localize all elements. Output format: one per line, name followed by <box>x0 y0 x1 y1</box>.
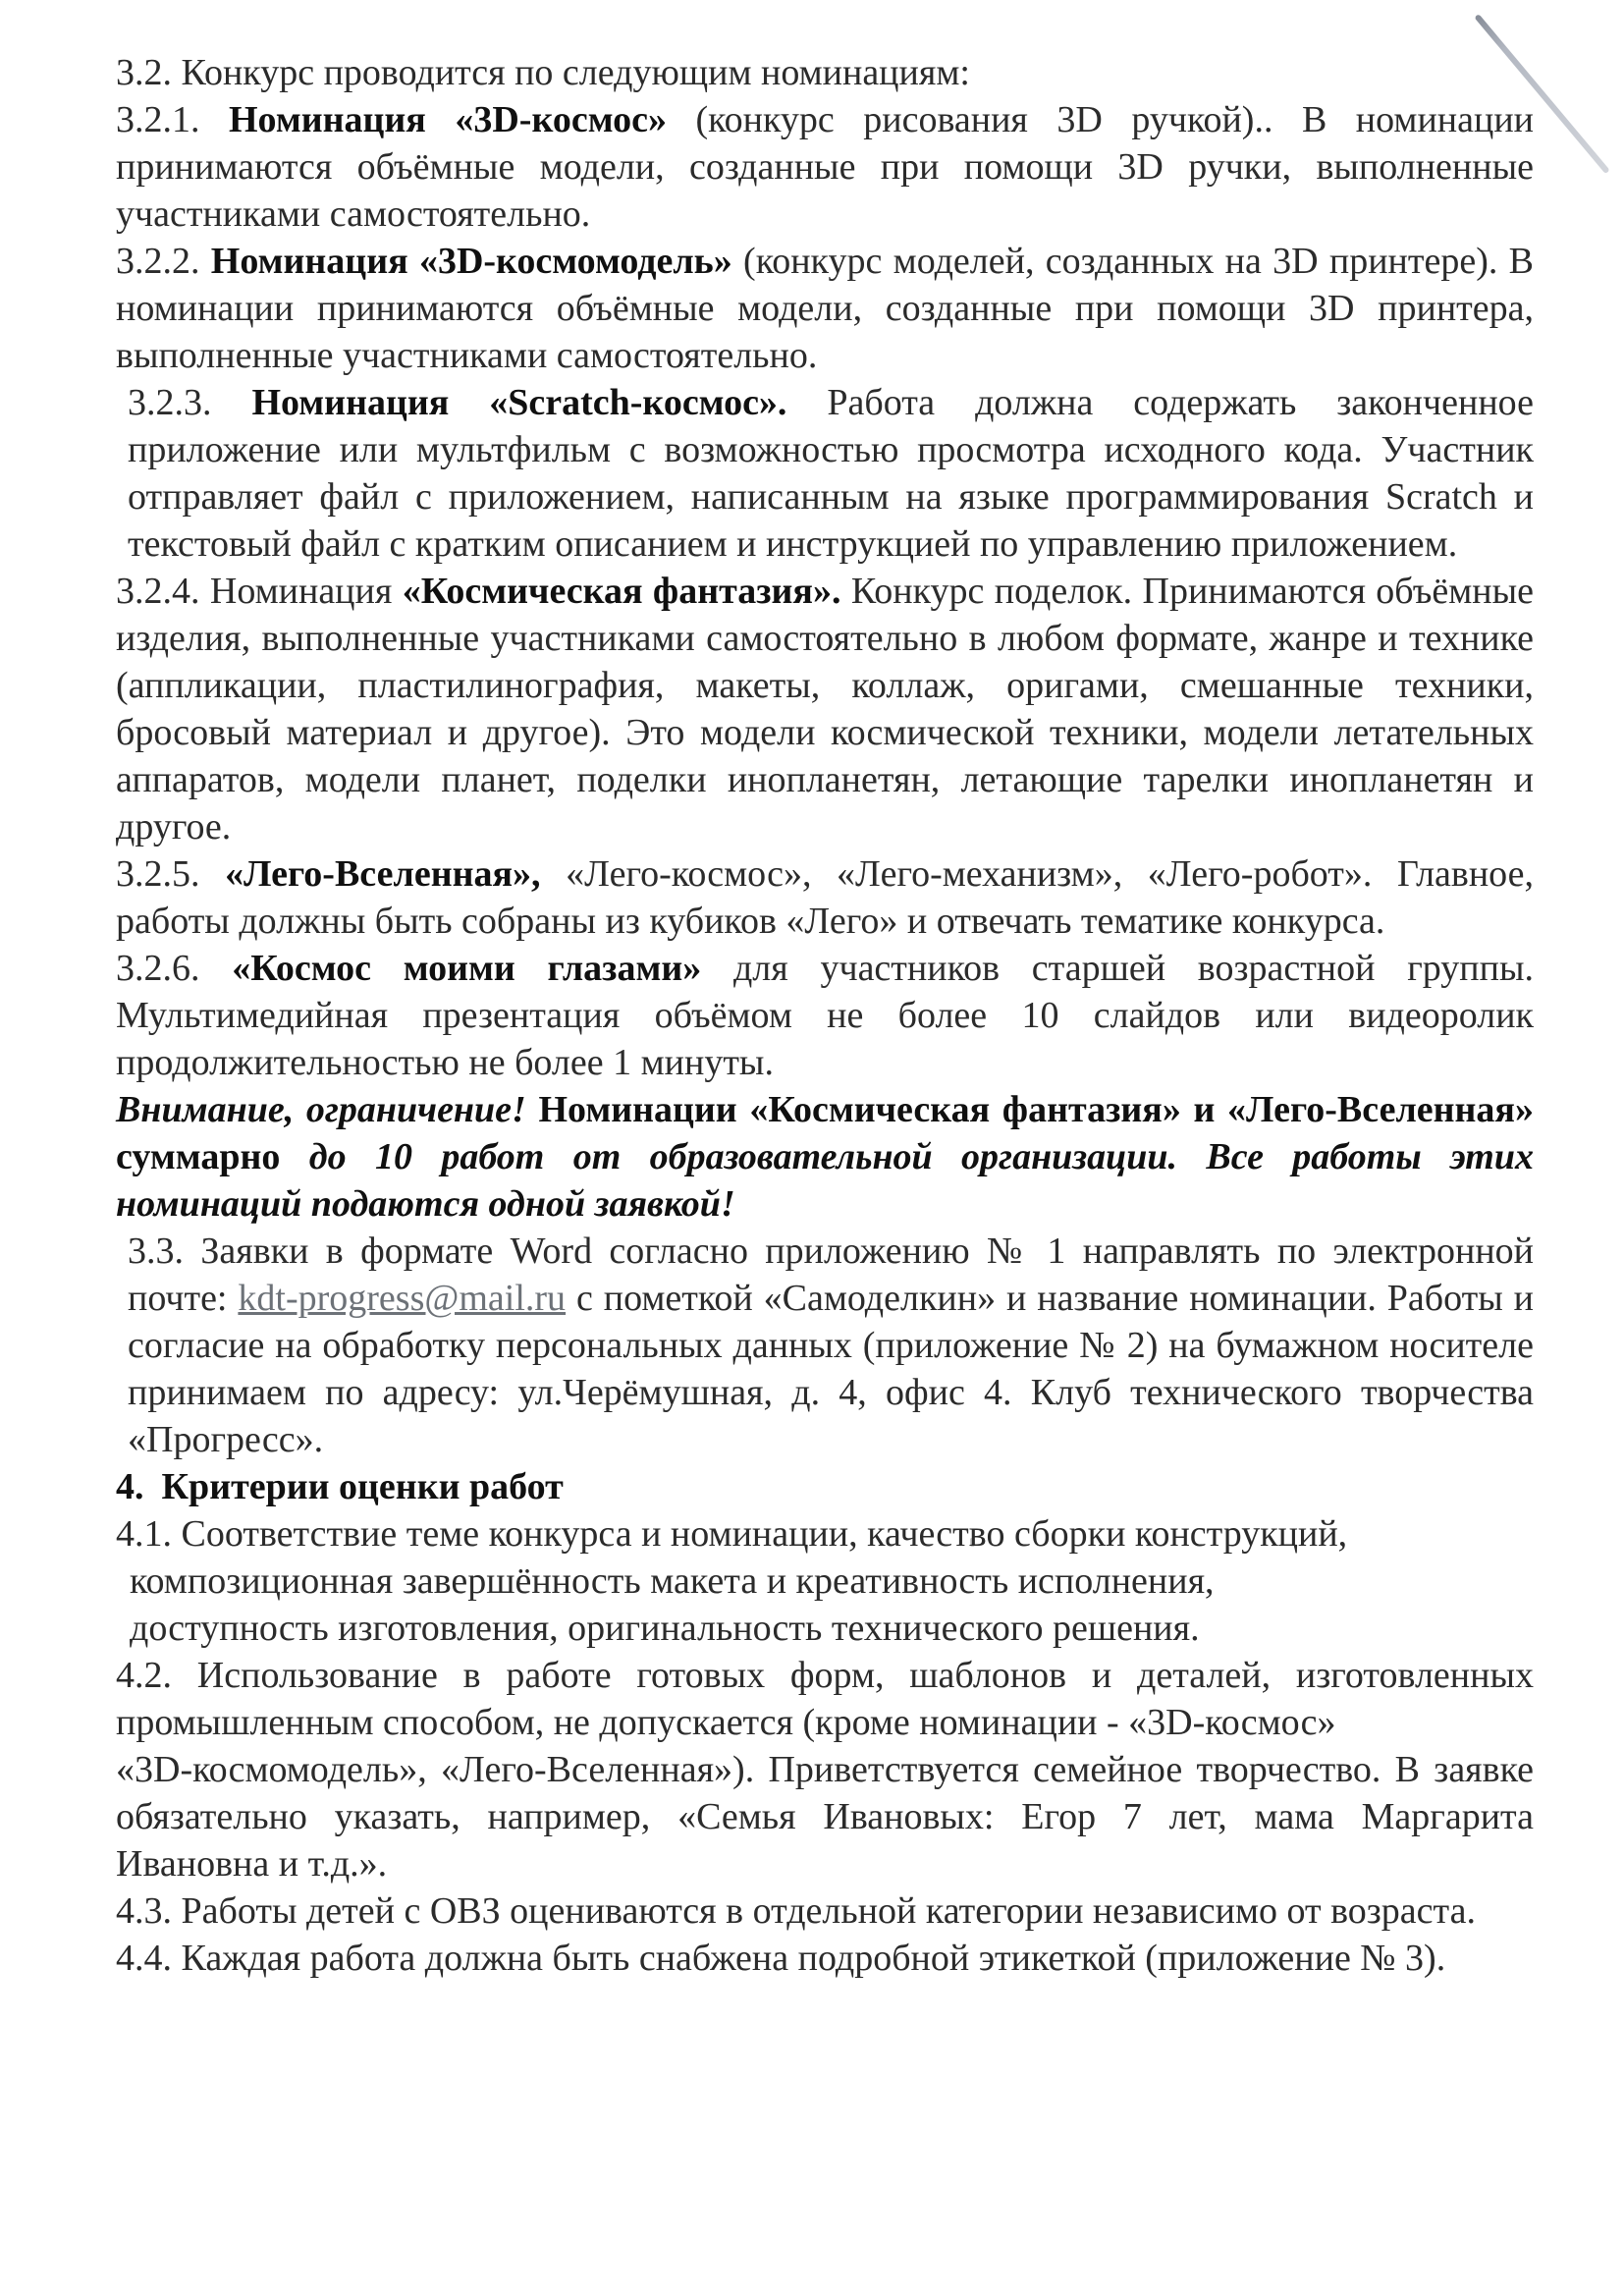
item-number: 3.2.1. <box>116 99 229 140</box>
paragraph-4-2-part2 <box>116 1746 1534 1887</box>
email-link[interactable]: kdt-progress@mail.ru <box>238 1278 567 1319</box>
heading-number: 4. <box>116 1466 144 1507</box>
paragraph-text: (конкурс рисования 3D ручкой).. В номинации принимаются объёмные модели, созданные при помощи 3D ручки, выполненные участниками самостоятельно. <box>116 99 1534 235</box>
section-heading-criteria <box>116 1463 1534 1510</box>
paragraph-text: 3.2. Конкурс проводится по следующим номинациям: <box>116 52 970 93</box>
paragraph-text: (конкурс моделей, созданных на 3D принтере). В номинации принимаются объёмные модели, созданные при помощи 3D принтера, выполненные участниками самостоятельно. <box>116 241 1534 376</box>
line-text: 4.1. Соответствие теме конкурса и номинации, качество сборки конструкций, <box>116 1513 1348 1555</box>
item-number: 3.2.5. <box>116 853 226 895</box>
nomination-title: Номинация «Scratch-космос». <box>251 382 787 423</box>
nomination-title: «Космическая фантазия». <box>402 571 841 612</box>
nomination-title: «Космос моими глазами» <box>232 948 702 989</box>
paragraph-text: 4.3. Работы детей с ОВЗ оцениваются в отдельной категории независимо от возраста. <box>116 1890 1476 1932</box>
paragraph-text: для участников старшей возрастной группы. Мультимедийная презентация объёмом не более 10 слайдов или видеоролик продолжительностью не более 1 минуты. <box>116 948 1534 1083</box>
paragraph-text: «Лего-космос», «Лего-механизм», «Лего-робот». Главное, работы должны быть собраны из кубиков «Лего» и отвечать тематике конкурса. <box>116 853 1535 942</box>
nomination-title: «Лего-Вселенная», <box>225 853 541 895</box>
heading-text: Критерии оценки работ <box>161 1466 564 1507</box>
paragraph-4-2-part1 <box>116 1652 1534 1746</box>
warning-tail: до 10 работ от образовательной организации. Все работы этих номинаций подаются одной заявкой! <box>116 1136 1535 1225</box>
paragraph-nomination-3-2-6 <box>116 945 1534 1086</box>
paragraph-nomination-3-2-4 <box>116 568 1534 850</box>
warning-lead: Внимание, ограничение! <box>116 1089 526 1130</box>
paragraph-text: 4.2. Использование в работе готовых форм, шаблонов и деталей, изготовленных промышленным способом, не допускается (кроме номинации - «3D-космос» <box>116 1655 1534 1743</box>
paragraph-nomination-3-2-3 <box>116 379 1534 568</box>
paragraph-warning <box>116 1086 1534 1228</box>
paragraph-text: 3.3. Заявки в формате Word согласно приложению № 1 направлять по электронной почте: <box>128 1230 1534 1319</box>
paragraph-4-4 <box>116 1935 1534 1982</box>
item-number: 3.2.2. <box>116 241 211 282</box>
paragraph-text: Работа должна содержать законченное приложение или мультфильм с возможностью просмотра исходного кода. Участник отправляет файл с приложением, написанным на языке программирования Scratch и текстовый файл с кратким описанием и инструкцией по управлению приложением. <box>128 382 1535 565</box>
paragraph-text: с пометкой «Самоделкин» и название номинации. Работы и согласие на обработку персональных данных (приложение № 2) на бумажном носителе принимаем по адресу: ул.Черёмушная, д. 4, офис 4. Клуб технического творчества «Прогресс». <box>128 1278 1535 1460</box>
item-number: 3.2.3. <box>128 382 252 423</box>
item-number: 3.2.4. Номинация <box>116 571 403 612</box>
paragraph-text: «3D-космомодель», «Лего-Вселенная»). Приветствуется семейное творчество. В заявке обязательно указать, например, «Семья Ивановых: Егор 7 лет, мама Маргарита Ивановна и т.д.». <box>116 1749 1534 1885</box>
paragraph-4-3 <box>116 1887 1534 1935</box>
paragraph-nomination-3-2-1 <box>116 96 1534 238</box>
paragraph-nomination-3-2-5 <box>116 850 1534 945</box>
line-text: композиционная завершённость макета и креативность исполнения, <box>130 1560 1215 1602</box>
nomination-title: Номинация «3D-космос» <box>229 99 667 140</box>
paragraph-text: 4.4. Каждая работа должна быть снабжена подробной этикеткой (приложение № 3). <box>116 1938 1446 1979</box>
line-text: доступность изготовления, оригинальность технического решения. <box>130 1608 1200 1649</box>
paragraph-3-2-intro <box>116 49 1534 96</box>
item-number: 3.2.6. <box>116 948 233 989</box>
paragraph-text: Конкурс поделок. Принимаются объёмные изделия, выполненные участниками самостоятельно в любом формате, жанре и технике (аппликации, пластилинография, макеты, коллаж, оригами, смешанные техники, бросовый материал и другое). Это модели космической техники, модели летательных аппаратов, модели планет, поделки инопланетян, летающие тарелки инопланетян и другое. <box>116 571 1534 847</box>
warning-middle: Номинации «Космическая фантазия» и «Лего-Вселенная» суммарно <box>116 1089 1534 1177</box>
paragraph-nomination-3-2-2 <box>116 238 1534 379</box>
paragraph-3-3 <box>116 1228 1534 1463</box>
nomination-title: Номинация «3D-космомодель» <box>210 241 732 282</box>
document-content <box>116 49 1534 1982</box>
paragraph-4-1 <box>116 1510 1534 1652</box>
